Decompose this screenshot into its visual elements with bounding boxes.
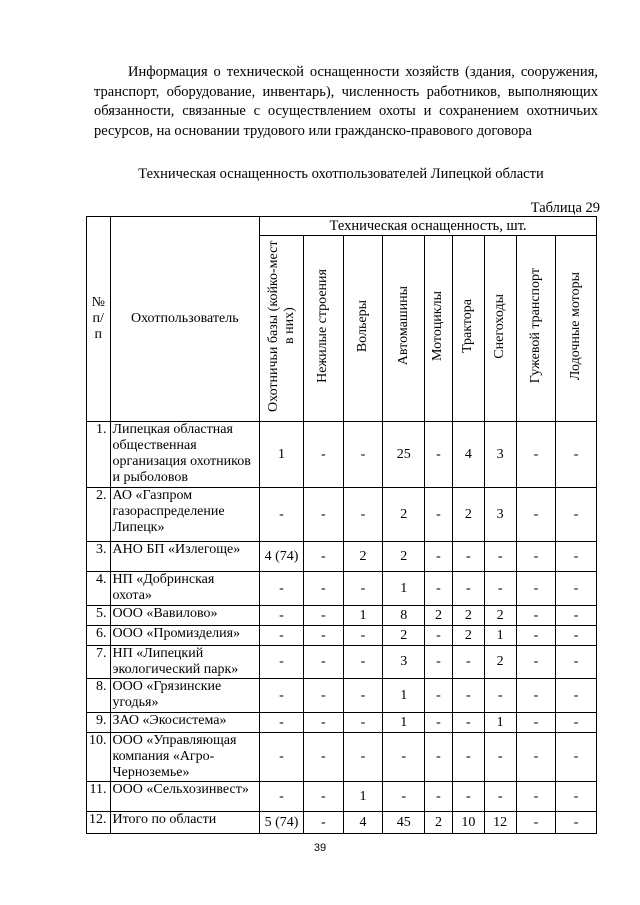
row-value: - (452, 713, 484, 733)
row-value: - (425, 733, 453, 782)
table-row (87, 646, 597, 679)
row-value: - (516, 542, 556, 572)
row-value: - (516, 572, 556, 606)
row-value: - (260, 572, 304, 606)
row-number: 9. (87, 713, 111, 733)
row-value: - (484, 542, 516, 572)
row-value: 2 (343, 542, 383, 572)
row-user-name: ООО «Промизделия» (110, 626, 260, 646)
row-number: 11. (87, 782, 111, 812)
row-value: - (452, 572, 484, 606)
row-user-name: НП «Добринская охота» (110, 572, 260, 606)
row-value: - (516, 733, 556, 782)
row-value: - (425, 713, 453, 733)
row-value: 2 (452, 606, 484, 626)
row-value: 2 (383, 626, 425, 646)
row-value: - (303, 422, 343, 488)
header-user: Охотпользователь (110, 217, 260, 422)
row-value: - (556, 812, 597, 834)
row-value: - (383, 782, 425, 812)
row-value: - (303, 646, 343, 679)
row-value: 2 (425, 606, 453, 626)
row-number: 12. (87, 812, 111, 834)
row-value: - (260, 782, 304, 812)
table-row (87, 542, 597, 572)
row-value: 1 (383, 713, 425, 733)
row-value: - (425, 572, 453, 606)
row-value: - (303, 606, 343, 626)
row-value: - (343, 733, 383, 782)
row-value: 25 (383, 422, 425, 488)
row-value: - (303, 713, 343, 733)
row-user-name: ЗАО «Экосистема» (110, 713, 260, 733)
row-value: - (425, 626, 453, 646)
row-value: 5 (74) (260, 812, 304, 834)
row-value: 1 (343, 606, 383, 626)
row-value: - (556, 782, 597, 812)
row-value: 2 (383, 542, 425, 572)
row-value: 1 (343, 782, 383, 812)
table-label: Таблица 29 (530, 200, 600, 216)
row-value: - (303, 782, 343, 812)
row-value: - (260, 713, 304, 733)
row-value: - (452, 679, 484, 713)
row-value: - (452, 782, 484, 812)
row-value: - (425, 646, 453, 679)
table-row (87, 812, 597, 834)
row-number: 3. (87, 542, 111, 572)
row-user-name: Липецкая областная общественная организация охотников и рыболовов (110, 422, 260, 488)
row-value: - (452, 646, 484, 679)
row-value: 1 (383, 572, 425, 606)
equipment-table (86, 216, 597, 834)
row-value: 4 (74) (260, 542, 304, 572)
row-value: - (516, 422, 556, 488)
header-col: Охотничьи базы (койко-мест в них) (260, 236, 304, 422)
row-value: - (556, 572, 597, 606)
table-row (87, 606, 597, 626)
table-row (87, 713, 597, 733)
row-user-name: ООО «Управляющая компания «Агро-Черноземье» (110, 733, 260, 782)
row-value: 45 (383, 812, 425, 834)
page-number: 39 (313, 842, 327, 854)
row-value: - (556, 606, 597, 626)
header-col: Нежилые строения (303, 236, 343, 422)
row-value: - (516, 488, 556, 542)
table-caption: Техническая оснащенность охотпользователей Липецкой области (138, 166, 544, 182)
row-user-name: АО «Газпром газораспределение Липецк» (110, 488, 260, 542)
header-col: Лодочные моторы (556, 236, 597, 422)
row-value: - (484, 782, 516, 812)
header-num: № п/п (87, 217, 111, 422)
table-row (87, 733, 597, 782)
row-number: 7. (87, 646, 111, 679)
row-value: - (425, 679, 453, 713)
table-row (87, 679, 597, 713)
row-value: - (516, 606, 556, 626)
row-value: - (303, 488, 343, 542)
row-number: 10. (87, 733, 111, 782)
header-group: Техническая оснащенность, шт. (260, 217, 597, 236)
row-value: - (556, 542, 597, 572)
row-value: - (343, 646, 383, 679)
row-value: - (516, 782, 556, 812)
row-value: - (556, 626, 597, 646)
row-value: 4 (452, 422, 484, 488)
row-number: 2. (87, 488, 111, 542)
row-value: 2 (484, 646, 516, 679)
row-value: - (303, 733, 343, 782)
row-value: - (303, 572, 343, 606)
table-row (87, 572, 597, 606)
row-user-name: ООО «Сельхозинвест» (110, 782, 260, 812)
row-value: - (556, 646, 597, 679)
row-value: - (343, 488, 383, 542)
row-user-name: ООО «Вавилово» (110, 606, 260, 626)
row-value: - (556, 733, 597, 782)
table-row (87, 488, 597, 542)
header-col: Автомашины (383, 236, 425, 422)
row-value: - (484, 733, 516, 782)
row-value: 3 (484, 488, 516, 542)
row-user-name: АНО БП «Излегоще» (110, 542, 260, 572)
row-value: - (260, 733, 304, 782)
row-value: 2 (383, 488, 425, 542)
header-col: Вольеры (343, 236, 383, 422)
intro-paragraph: Информация о технической оснащенности хозяйств (здания, сооружения, транспорт, оборудование, инвентарь), численность работников, выполняющих обязанности, связанные с осуществлением охоты и сохранением охотничьих ресурсов, на основании трудового или гражданско-правового договора (94, 64, 598, 139)
row-value: - (516, 626, 556, 646)
row-value: - (484, 679, 516, 713)
row-number: 6. (87, 626, 111, 646)
header-col: Снегоходы (484, 236, 516, 422)
row-value: 3 (484, 422, 516, 488)
row-value: - (260, 679, 304, 713)
row-value: - (343, 572, 383, 606)
row-value: 10 (452, 812, 484, 834)
row-value: 2 (452, 488, 484, 542)
row-value: - (452, 542, 484, 572)
row-value: 1 (484, 713, 516, 733)
row-value: 3 (383, 646, 425, 679)
row-user-name: ООО «Грязинские угодья» (110, 679, 260, 713)
row-number: 5. (87, 606, 111, 626)
row-value: 2 (425, 812, 453, 834)
header-col: Мотоциклы (425, 236, 453, 422)
row-value: - (343, 626, 383, 646)
row-value: 2 (484, 606, 516, 626)
row-value: 12 (484, 812, 516, 834)
row-value: 1 (260, 422, 304, 488)
row-value: - (516, 646, 556, 679)
row-value: - (425, 782, 453, 812)
row-value: - (556, 713, 597, 733)
row-value: - (452, 733, 484, 782)
table-row (87, 626, 597, 646)
header-col: Трактора (452, 236, 484, 422)
table-row (87, 782, 597, 812)
row-value: - (425, 488, 453, 542)
row-number: 8. (87, 679, 111, 713)
row-value: - (556, 679, 597, 713)
row-value: - (484, 572, 516, 606)
row-value: - (260, 606, 304, 626)
row-value: - (303, 542, 343, 572)
row-value: 1 (484, 626, 516, 646)
row-value: - (260, 488, 304, 542)
row-value: - (516, 812, 556, 834)
row-value: - (343, 713, 383, 733)
row-value: - (303, 812, 343, 834)
row-value: - (343, 422, 383, 488)
row-value: 1 (383, 679, 425, 713)
header-col: Гужевой транспорт (516, 236, 556, 422)
row-user-name: НП «Липецкий экологический парк» (110, 646, 260, 679)
row-value: - (425, 542, 453, 572)
row-value: - (556, 488, 597, 542)
row-number: 1. (87, 422, 111, 488)
row-value: 4 (343, 812, 383, 834)
table-row (87, 422, 597, 488)
row-value: - (343, 679, 383, 713)
row-value: - (556, 422, 597, 488)
row-value: - (516, 679, 556, 713)
row-value: - (516, 713, 556, 733)
row-number: 4. (87, 572, 111, 606)
row-value: 8 (383, 606, 425, 626)
row-value: - (425, 422, 453, 488)
row-value: 2 (452, 626, 484, 646)
row-value: - (303, 626, 343, 646)
row-value: - (260, 626, 304, 646)
row-value: - (260, 646, 304, 679)
row-value: - (303, 679, 343, 713)
row-value: - (383, 733, 425, 782)
row-user-name: Итого по области (110, 812, 260, 834)
